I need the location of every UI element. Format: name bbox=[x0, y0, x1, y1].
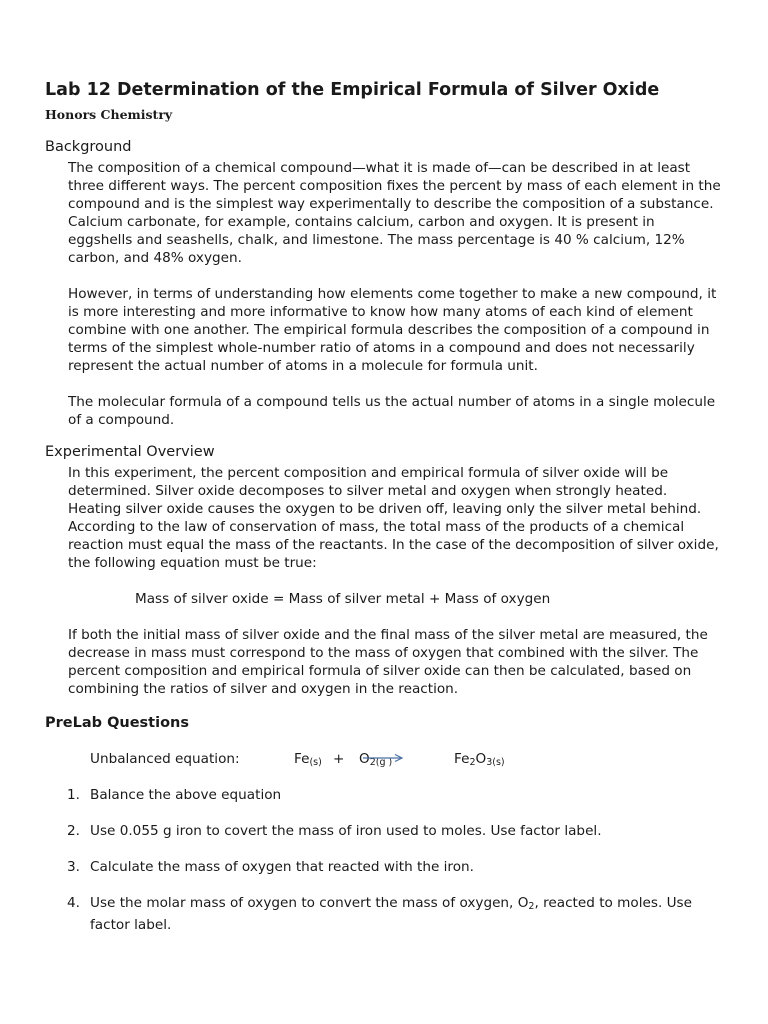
reactant-oxygen: $O_{2(g )}$ bbox=[359, 751, 393, 768]
unbalanced-equation bbox=[45, 750, 725, 772]
prelab-heading: PreLab Questions bbox=[45, 715, 189, 731]
question-item: 2. Use 0.055 g iron to covert the mass of iron used to moles. Use factor label. bbox=[67, 823, 602, 839]
question-item: 3. Calculate the mass of oxygen that reacted with the iron. bbox=[67, 859, 474, 875]
background-heading: Background bbox=[45, 139, 132, 155]
plus-sign: + bbox=[333, 751, 345, 767]
reaction-arrow-icon bbox=[361, 753, 409, 763]
page-title: Lab 12 Determination of the Empirical Formula of Silver Oxide bbox=[45, 80, 660, 100]
mass-equation: Mass of silver oxide = Mass of silver metal + Mass of oxygen bbox=[135, 591, 551, 607]
document-page bbox=[45, 78, 725, 952]
reactant-iron: $Fe_{(s)}$ bbox=[294, 751, 322, 768]
overview-paragraph-1: In this experiment, the percent composition and empirical formula of silver oxide will be determined. Silver oxide decomposes to silver metal and oxygen when strongly heated. Heating silver oxide causes the oxygen to be driven off, leaving only the silver metal behind. According to the law of conservation of mass, the total mass of the products of a chemical reaction must equal the mass of the reactants. In the case of the decomposition of silver oxide, the following equation must be true: bbox=[68, 465, 719, 571]
background-paragraph-1: The composition of a chemical compound—what it is made of—can be described in at least three different ways. The percent composition fixes the percent by mass of each element in the compound and is the simplest way experimentally to describe the composition of a substance. Calcium carbonate, for example, contains calcium, carbon and oxygen. It is present in eggshells and seashells, chalk, and limestone. The mass percentage is 40 % calcium, 12% carbon, and 48% oxygen. bbox=[68, 160, 721, 266]
background-paragraph-2: However, in terms of understanding how elements come together to make a new compound, it is more interesting and more informative to know how many atoms of each kind of element combine with one another. The empirical formula describes the composition of a compound in terms of the simplest whole-number ratio of atoms in a compound and does not necessarily represent the actual number of atoms in a molecule for formula unit. bbox=[68, 286, 717, 374]
question-item: 4. Use the molar mass of oxygen to convert the mass of oxygen, $O_2$, reacted to moles. Use factor label. bbox=[67, 895, 692, 933]
product-iron-oxide: $Fe_2O_{3(s)}$ bbox=[454, 751, 505, 768]
prelab-question-list bbox=[45, 786, 725, 934]
overview-heading: Experimental Overview bbox=[45, 444, 215, 460]
overview-paragraph-2: If both the initial mass of silver oxide and the final mass of the silver metal are measured, the decrease in mass must correspond to the mass of oxygen that combined with the silver. The percent composition and empirical formula of silver oxide can then be calculated, based on combining the ratios of silver and oxygen in the reaction. bbox=[68, 627, 708, 697]
equation-label: Unbalanced equation: bbox=[90, 751, 240, 767]
course-subtitle: Honors Chemistry bbox=[45, 107, 173, 122]
question-item: 1. Balance the above equation bbox=[67, 787, 282, 803]
background-paragraph-3: The molecular formula of a compound tells us the actual number of atoms in a single molecule of a compound. bbox=[68, 394, 716, 428]
